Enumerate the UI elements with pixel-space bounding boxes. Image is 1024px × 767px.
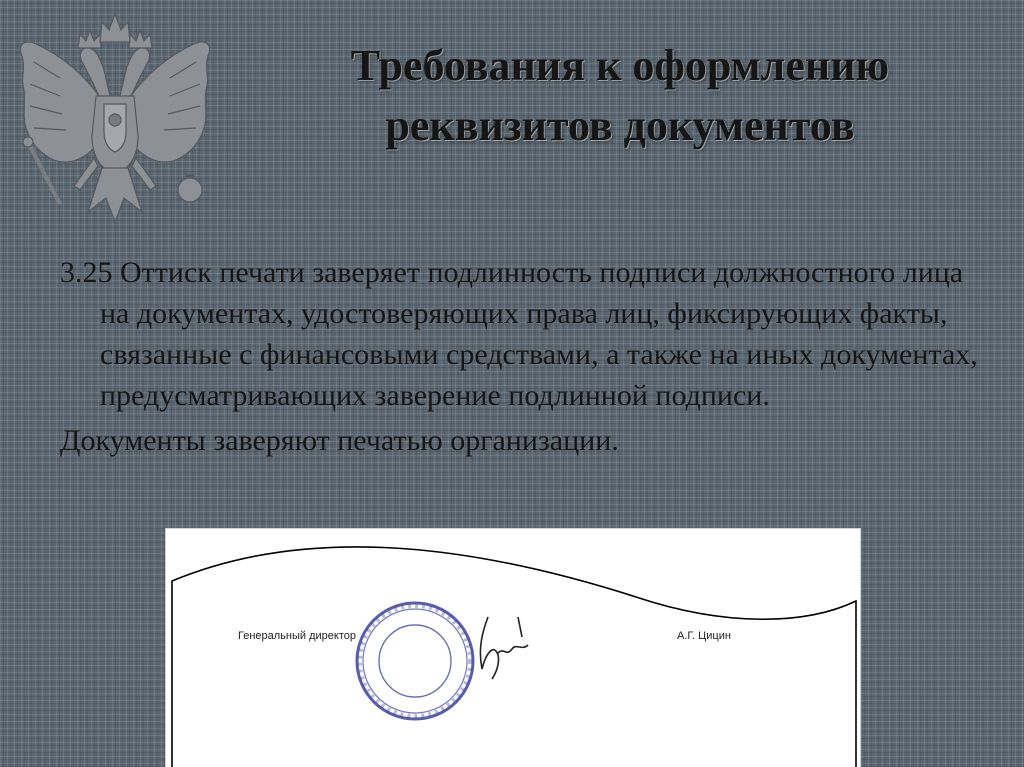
position-label: Генеральный директор bbox=[238, 630, 356, 642]
signature-icon bbox=[466, 609, 536, 684]
title-line-1: Требования к оформлению bbox=[350, 41, 890, 90]
slide-body bbox=[60, 252, 980, 461]
seal-icon bbox=[349, 595, 481, 727]
signer-name: А.Г. Цицин bbox=[677, 630, 731, 642]
title-line-2: реквизитов документов bbox=[385, 101, 855, 150]
paragraph-3-25: 3.25 Оттиск печати заверяет подлинность подписи должностного лица на документах, удостоверяющих права лиц, фиксирующих факты, связанные с финансовыми средствами, а также на иных документах, предусматривающих заверение подлинной подписи. bbox=[60, 256, 978, 412]
coat-of-arms-icon bbox=[10, 8, 220, 230]
document-sample-image bbox=[166, 529, 860, 767]
slide-title bbox=[230, 36, 1010, 156]
paragraph-stamp-note: Документы заверяют печатью организации. bbox=[60, 424, 619, 457]
